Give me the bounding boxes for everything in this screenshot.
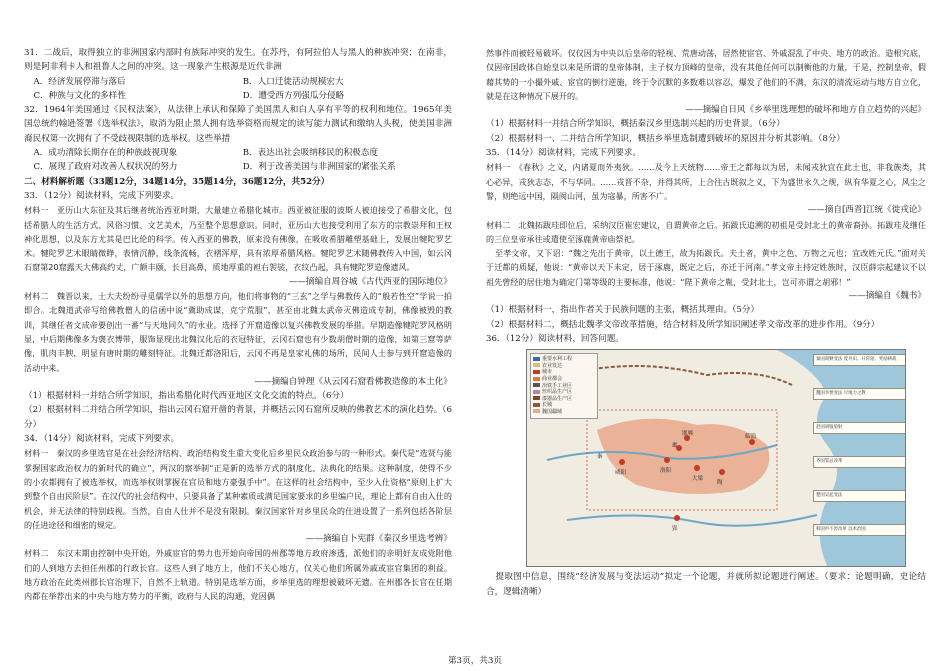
legend-item: 商业都会 — [533, 376, 595, 383]
q34-requirement-2: （2）根据材料一、二并结合所学知识，概括乡举里选制遭到破坏的原因并分析其影响。（8分） — [486, 133, 845, 144]
legend-item: 冶铁手工业区 — [533, 383, 595, 390]
q35-requirement-2: （2）根据材料二，概括北魏孝文帝改革措施，结合材料及所学知识阐述孝文帝改革的进步作用。（9分） — [486, 319, 880, 330]
map-legend — [530, 353, 598, 418]
map-callout: 齐国邹忌改革 — [813, 456, 906, 467]
q36-task: 提取图中信息，围绕“经济发展与变法运动”拟定一个论题，并就所拟论题进行阐述。（要求：论题明确，史论结合，逻辑清晰） — [486, 572, 926, 597]
legend-item: 重要水利工程 — [533, 356, 595, 363]
map-label-ying: 郢 — [672, 526, 678, 533]
legend-item: 城市 — [533, 369, 595, 376]
map-label-qin: 秦 — [597, 454, 603, 461]
q33-material-2: 材料二 魏晋以来，士大夫纷纷寻觅儒学以外的思想方向，他们将事物的“三玄”之学与佛教传入的“般若性空”学说一拍即合。北魏道武帝写给佛教僧人的信函中说“冀助成谋，克宁荒服”，甚至由北魏太武帝灭佛造成专制，佛像被毁的教训，其继任者文成帝要创出一番“与天地同久”的永业。选择了开窟造像以复兴佛教发展的举措。早期造像犍陀罗风格明显，中后期佛像多为褒衣博带，服饰显现出北魏汉化后的衣冠特征，云冈石窟也有少数胡僧时期的造像，如第三窟等萨像，肌肉丰腴，明显有唐时期的雕刻特征。北魏迁都洛阳后，云冈不再是皇家礼佛的场所，民间人士参与到开窟造像的活动中来。 — [24, 291, 452, 373]
map-callout: 韩国申不害改革 以术治国 — [813, 524, 906, 535]
map-label-luoyang: 洛阳 — [660, 468, 672, 475]
map-callout: 魏国李悝变法 尽地力之教 — [813, 388, 906, 399]
q35-material-2-source: ——摘编自《魏书》 — [848, 291, 926, 302]
q32-stem: 32．1964年美国通过《民权法案》，从法律上承认和保障了美国黑人和白人享有平等的权利和地位。1965年美国总统约翰逊签署《选举权法》，取消为阻止黑人拥有选举资格而规定的读写能力测试和缴纳人头税，使美国非洲裔民权第一次拥有了不受歧视限制的选举权。这些举措 — [24, 105, 452, 144]
q31-option-b[interactable]: B．人口迁徙活动规模宏大 — [242, 76, 344, 87]
q33-material-1: 材料一 亚历山大东征及其后继者统治西亚时期，大量建立希腊化城市。西亚被征服的波斯人被迫接受了希腊文化，包括希腊人的生活方式、风俗习惯、文艺美术，乃至整个思想意识。同时，亚历山大也接受利用了东方的宗教崇拜和王权神化思想，以及东方尤其是巴比伦的科学。传入西亚的佛教，原来没有佛像，在吸收希腊雕塑基础上，发展出犍陀罗艺术。犍陀罗艺术眼睛微睁，表情沉静，线条流畅，衣褶浑厚，具有浓厚希腊风格。犍陀罗艺术随佛教传入中国，如云冈石窟第20窟露天大佛高约丈，广额丰颐，长目高鼻，质地厚重的袒右袈裟，衣纹凸起，具有犍陀罗造像遗风。 — [24, 205, 452, 273]
q31-options — [24, 75, 452, 104]
legend-item: 农业发达 — [533, 363, 595, 370]
q36-heading: 36．（12分）阅读材料，回答问题。 — [486, 333, 624, 344]
section-heading: 二、材料解析题（33题12分，34题14分，35题14分，36题12分，共52分） — [24, 176, 330, 187]
page-number: 第3页，共3页 — [448, 656, 502, 666]
right-column — [486, 46, 926, 599]
map-callout: 赵国胡服骑射 — [813, 422, 906, 433]
q35-material-2: 材料二 北魏拓跋珪即位后，采纳汉臣崔宏建议，自谓黄帝之后。拓跋氏追溯的初祖是受封北土的黄帝裔孙。拓跋珪及继任的三位皇帝承往或遣使至涿鹿黄帝庙祭祀。 — [486, 219, 926, 244]
map-callout: 秦国商鞅变法 废井田、开阡陌、奖励耕战 — [813, 354, 906, 365]
map-label-xianyang: 咸阳 — [615, 470, 627, 477]
legend-item: 丝织品生产区 — [533, 389, 595, 396]
q32-option-b[interactable]: B．表达出社会吸纳移民的积极态度 — [242, 148, 378, 159]
q32-option-c[interactable]: C．展现了政府对改善人权状况的努力 — [33, 162, 178, 173]
legend-item: 魏国疆域 — [533, 409, 595, 416]
legend-item: 长城 — [533, 402, 595, 409]
q32-option-a[interactable]: A．成功清除长期存在的种族歧视现象 — [33, 148, 178, 159]
q34-material-2-continued: 然事件而被轻易破坏。仅仅因为中央以后皇帝的轻视、荒唐动荡，居然使宦官、外戚混乱了中央、地方的政治。造根究底，仅因帝国政体自始皇以来是所谓的皇帝体制，主子权力顶峰的皇帝，没有其他任何可以制衡他的力量，于是，控制皇帝，假藉其势的一小撮外戚、宦官的倒行逆施，终于令沉默的多数难以容忍，爆发了他们的不满，东汉的清流运动与地方自立化，就是在这种情况下展开的。 — [486, 48, 926, 101]
q31-option-c[interactable]: C．种族与文化的多样性 — [33, 90, 126, 101]
map-callout: 楚国吴起变法 — [813, 490, 906, 501]
map-label-ye: 邺 — [672, 443, 678, 450]
q31-option-d[interactable]: D．遭受西方列强瓜分侵略 — [242, 90, 345, 101]
q34-material-1-source: ——摘编自卜宪群《秦汉乡里选考辨》 — [305, 534, 452, 545]
legend-item: 漆器品生产区 — [533, 396, 595, 403]
map-label-tao: 陶 — [717, 480, 723, 487]
q32-option-d[interactable]: D．利于改善美国与非洲国家的紧张关系 — [242, 162, 396, 173]
q34-material-2-source: ——摘编自日风《乡举里选理想的破坏和地方自立趋势的兴起》 — [685, 105, 926, 116]
q33-material-2-source: ——摘编自钟理《从云冈石窟看佛教造像的本土化》 — [254, 376, 452, 387]
city-marker — [619, 459, 625, 465]
q35-requirement-1: （1）根据材料一，指出作者关于民族问题的主张，概括其理由。（5分） — [486, 305, 760, 316]
city-marker — [664, 457, 670, 463]
q31-option-a[interactable]: A．经济发展停滞与落后 — [33, 76, 126, 87]
q34-requirement-1: （1）根据材料一并结合所学知识，概括秦汉乡里选制兴起的历史背景。（6分） — [486, 119, 785, 130]
q32-options — [24, 146, 452, 175]
q35-material-1-source: ——摘自[西晋]江统《徙戎论》 — [807, 205, 926, 216]
q33-requirement-2: （2）根据材料二并结合所学知识，指出云冈石窟开凿的背景，并概括云冈石窟所反映的佛教艺术的演化趋势。（6分） — [24, 405, 452, 430]
q31-stem: 31．二战后，取得独立的非洲国家内部时有族际冲突的发生。在苏丹，有阿拉伯人与黑人的种族冲突；在南非，则是阿非利卡人和祖鲁人之间的冲突。这一现象产生根源是近代非洲 — [24, 48, 452, 73]
city-marker — [674, 515, 680, 521]
city-marker — [694, 465, 700, 471]
q33-heading: 33．（12分）阅读材料，完成下列要求。 — [24, 190, 180, 201]
q34-heading: 34．（14分）阅读材料，完成下列要求。 — [24, 434, 180, 445]
q34-material-1: 材料一 秦汉的乡里选官是在社会经济结构、政治结构发生重大变化后乡里民众政治参与的一种形式。秦代是“选贤与能掌握国家政治权力的新时代的确立”，两汉的察举制“正是新的选举方式的制度化、法典化的结果。这种制度，使得不少的小农都拥有了被选举权，而选举权则掌握在官员和地方豪强手中”。在这样的社会结构中，至少入仕资格“原则上扩大到整个自由民阶层”。在汉代的社会结构中，只要具备了某种素质或满足国家要求的乡里编户民，理论上都有自由入仕的机会，并无法律的特别歧视。当然，自由人仕并不是没有限制。秦汉国家针对乡里民众的仕进设置了一系列包括各阶层的任进途径和细密的规定。 — [24, 448, 452, 530]
map-label-daliang: 大梁 — [692, 476, 704, 483]
q35-material-2-continued: 至孝文帝，又下诏：“魏之先出于黄帝，以土德王，故为拓跋氏。夫土者，黄中之色，万物之元也；宜改姓元氏。”面对关于迁都的质疑，他说：“黄帝以天下未定，居于涿鹿，既定之后，亦迁于河南。”孝文帝主持定姓族时，汉臣薛宗起建议不以祖先曾经的居住地为确定门第等级的主要标准，他说：“陛下黄帝之胤，受封北土，岂可亦谓之胡邪！” — [486, 248, 926, 287]
warring-states-map — [526, 349, 906, 567]
left-column — [24, 46, 452, 604]
q33-material-1-source: ——摘编自周谷城《古代西亚的国际地位》 — [288, 276, 452, 287]
map-label-linzi: 临淄 — [745, 434, 757, 441]
city-marker — [719, 469, 725, 475]
q35-heading: 35．（14分）阅读材料，完成下列要求。 — [486, 148, 642, 159]
q35-material-1: 材料一 《春秋》之义，内诸夏而外夷狄。……及今上天统物……帝王之都每以为居，未闻戎狄宜在此土也，非我族类，其心必异，戎狄志态，不与华同。……戎晋不杂，并得其所，上合往古既叙之义，下为盛世永久之规，纵有华夏之心，风尘之警，则绝远中国，隔阂山河，虽为寇暴，所害不广。 — [486, 162, 926, 201]
q33-requirement-1: （1）根据材料一并结合所学知识，指出希腊化时代西亚地区文化交流的特点。（6分） — [24, 391, 349, 402]
map-label-handan: 邯郸 — [682, 431, 694, 438]
q34-material-2: 材料二 东汉末期由控制中央开始，外戚宦官的势力也开始向帝国的州郡等地方政府渗透，派他们的亲明好友成党附他们的人到地方去担任州郡的行政长官。这些人到了地方上，他们不关心地方，仅关心他们所属外戚或宦官集团的利益。地方政治在此类州郡长官治理下，自然不上轨道。特别是选举方面，乡举里选的理想被破坏无遗。在州郡各长官在任期内都在举荐出来的中央与地方势力的平衡，政府与人民的沟通，党因偶 — [24, 548, 452, 602]
